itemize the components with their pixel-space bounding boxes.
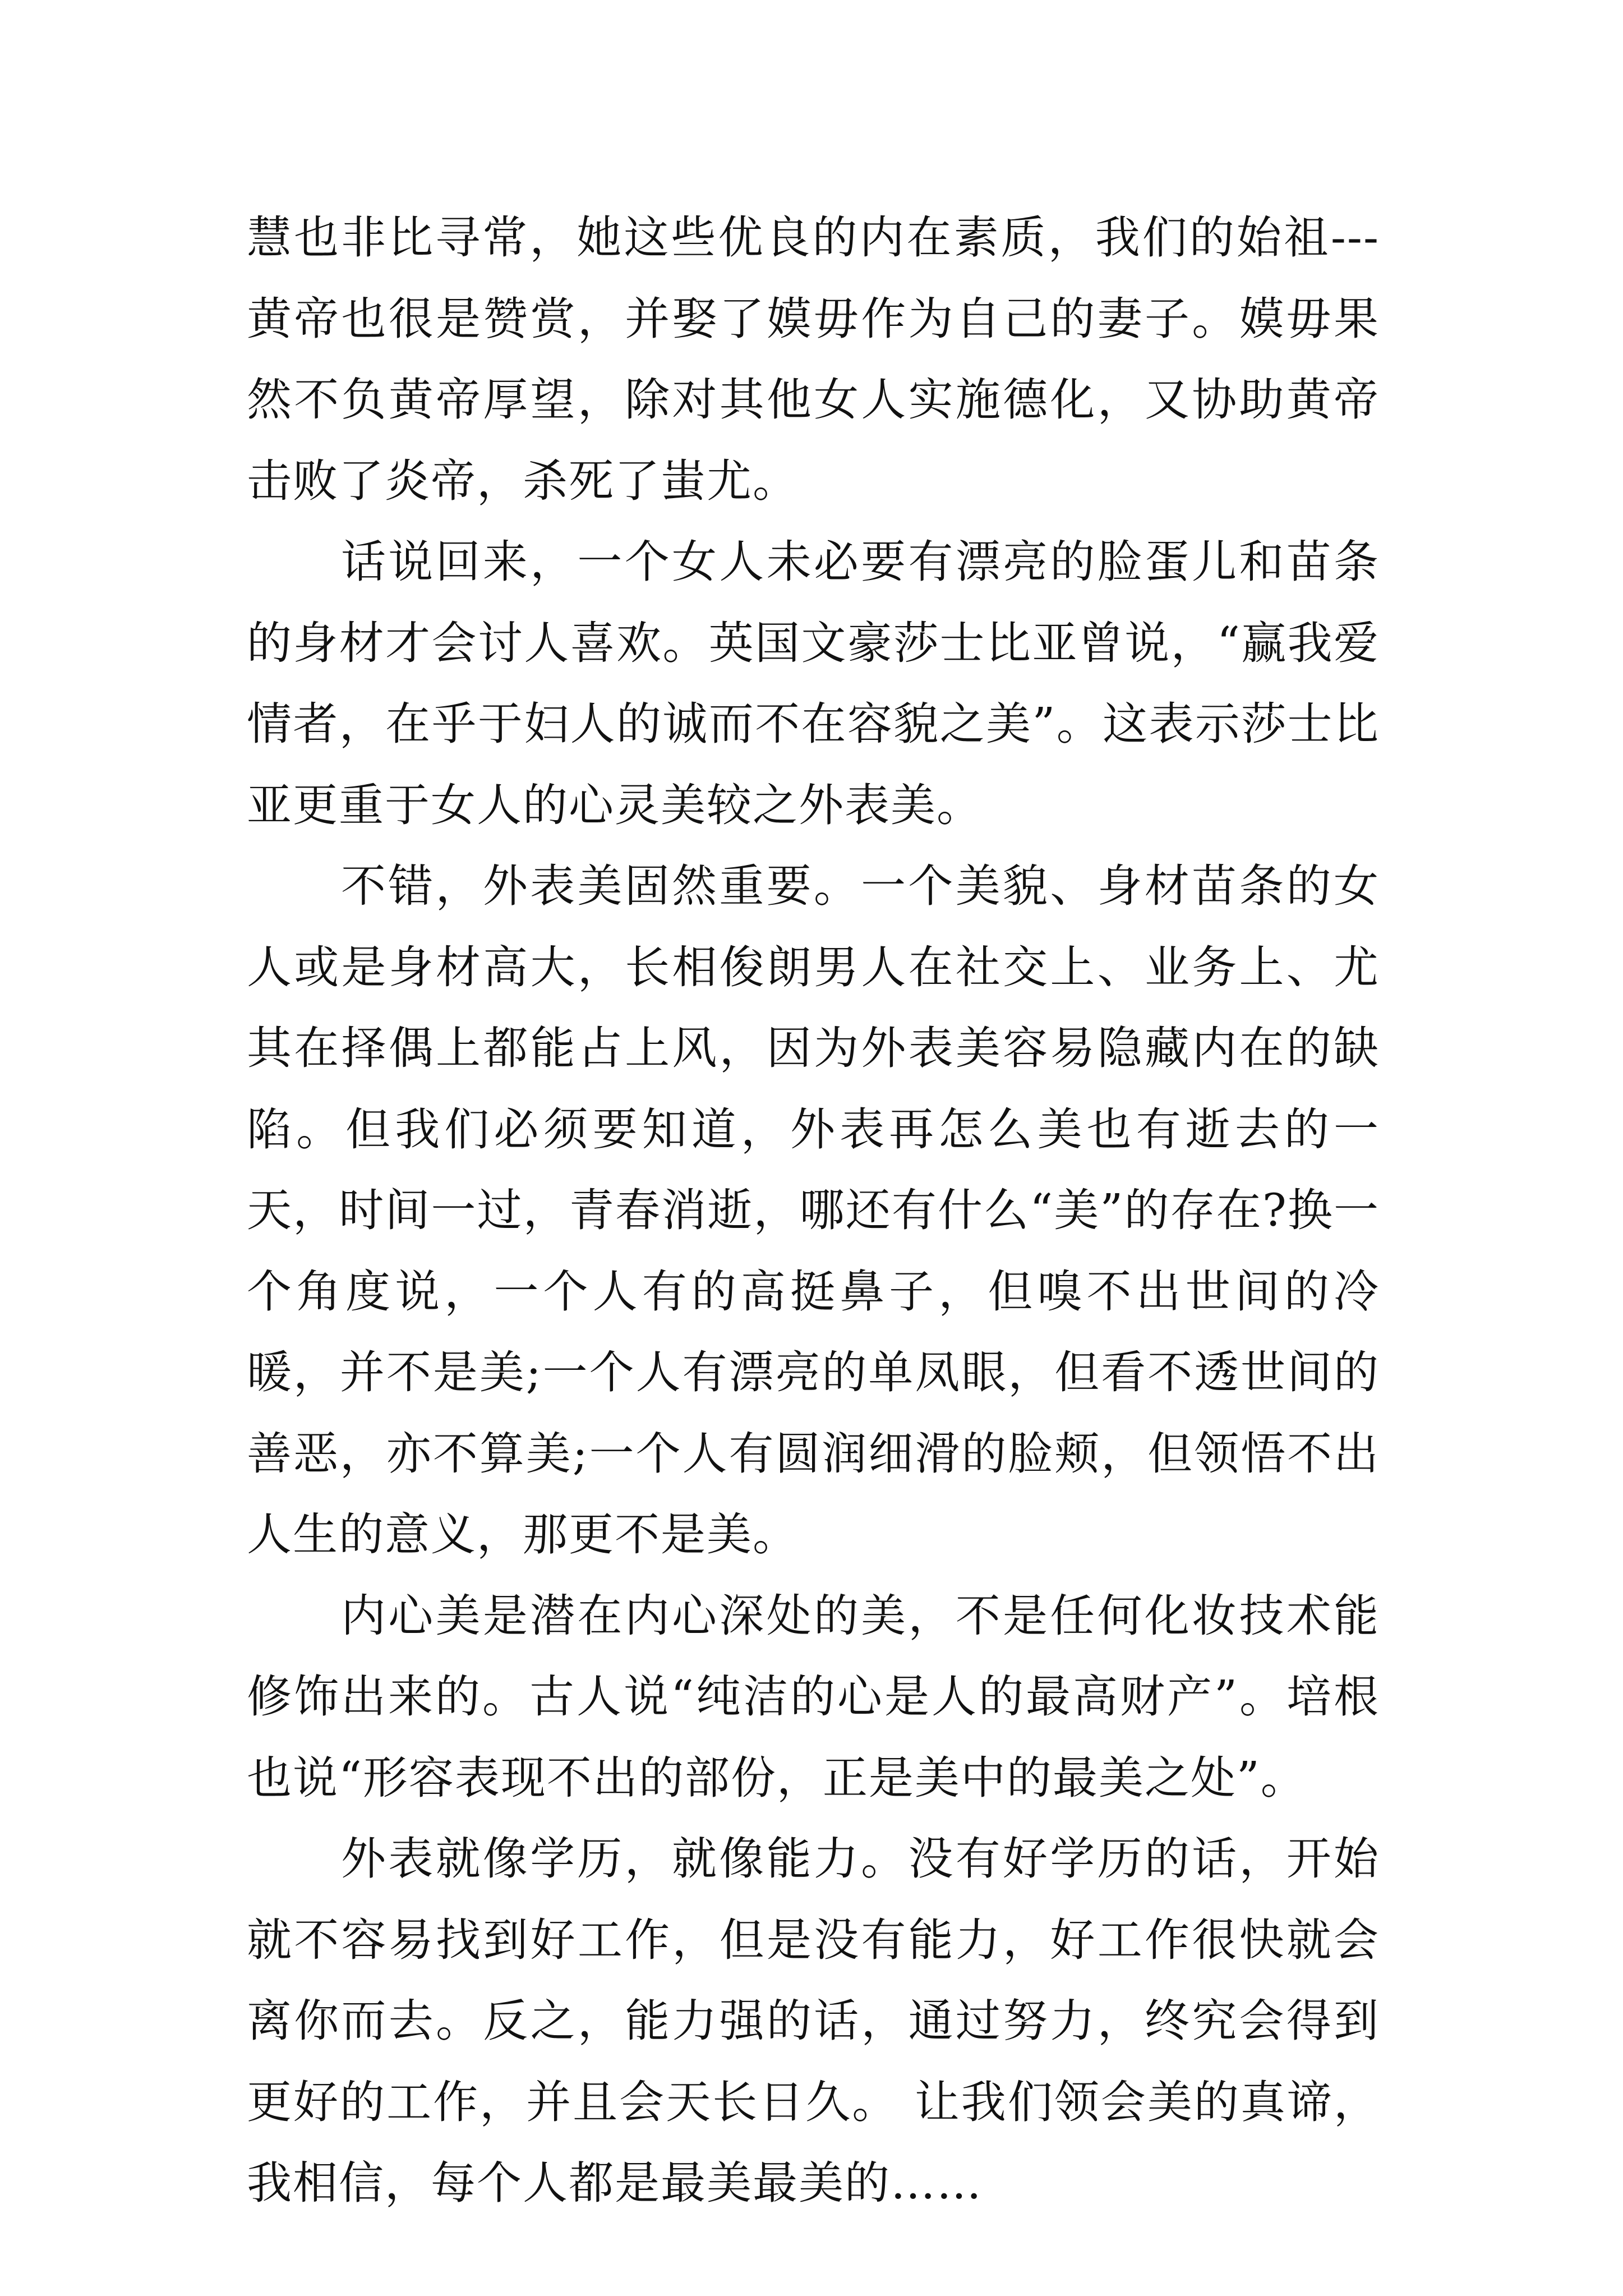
article-body bbox=[247, 197, 1380, 2224]
paragraph-1: 慧也非比寻常，她这些优良的内在素质，我们的始祖---黄帝也很是赞赏，并娶了嫫毋作为自己的妻子。嫫毋果然不负黄帝厚望，除对其他女人实施德化，又协助黄帝击败了炎帝，杀死了蚩尤。 bbox=[247, 211, 1380, 507]
paragraph-2: 话说回来，一个女人未必要有漂亮的脸蛋儿和苗条的身材才会讨人喜欢。英国文豪莎士比亚曾说，“赢我爱情者，在乎于妇人的诚而不在容貌之美”。这表示莎士比亚更重于女人的心灵美较之外表美。 bbox=[247, 536, 1380, 831]
paragraph-4: 内心美是潜在内心深处的美，不是任何化妆技术能修饰出来的。古人说“纯洁的心是人的最高财产”。培根也说“形容表现不出的部份，正是美中的最美之处”。 bbox=[247, 1589, 1380, 1804]
paragraph-3: 不错，外表美固然重要。一个美貌、身材苗条的女人或是身材高大，长相俊朗男人在社交上、业务上、尤其在择偶上都能占上风，因为外表美容易隐藏内在的缺陷。但我们必须要知道，外表再怎么美也有逝去的一天，时间一过，青春消逝，哪还有什么“美”的存在?换一个角度说，一个人有的高挺鼻子，但嗅不出世间的冷暖，并不是美;一个人有漂亮的单凤眼，但看不透世间的善恶，亦不算美;一个人有圆润细滑的脸颊，但领悟不出人生的意义，那更不是美。 bbox=[247, 860, 1380, 1561]
paragraph-5: 外表就像学历，就像能力。没有好学历的话，开始就不容易找到好工作，但是没有能力，好工作很快就会离你而去。反之，能力强的话，通过努力，终究会得到更好的工作，并且会天长日久。 让我们领会美的真谛，我相信，每个人都是最美最美的…… bbox=[247, 1833, 1380, 2209]
